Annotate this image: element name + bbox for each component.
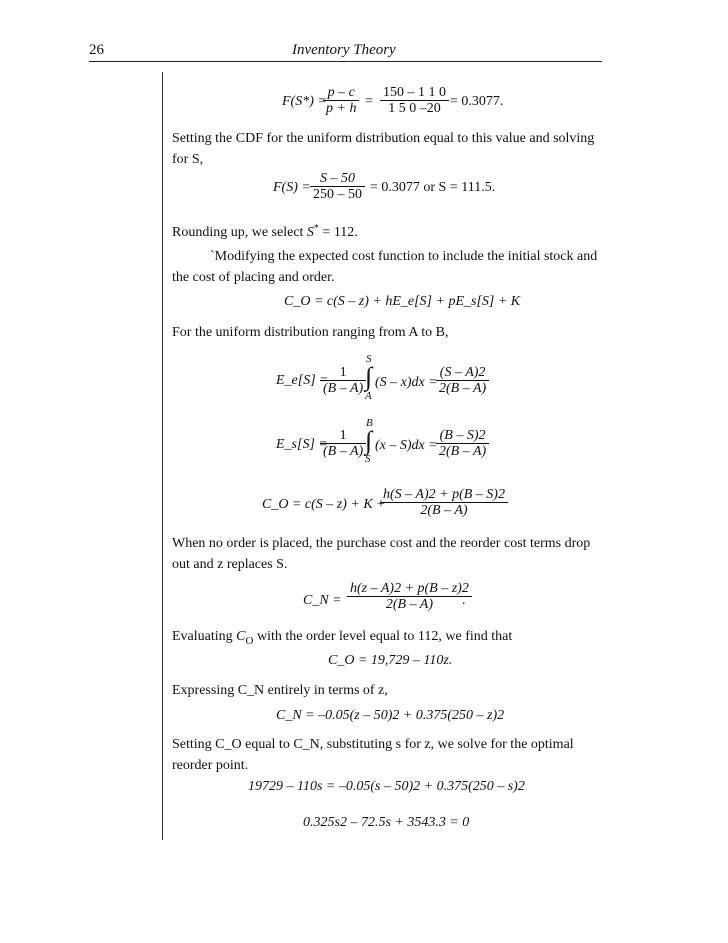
eq5-den: (B – A) bbox=[320, 443, 366, 460]
eq5-rnum: (B – S)2 bbox=[439, 428, 486, 443]
paragraph-1: Setting the CDF for the uniform distribution equal to this value and solving for S, bbox=[172, 131, 595, 167]
paragraph-7: Expressing C_N entirely in terms of z, bbox=[172, 683, 388, 698]
eq1-result: = 0.3077. bbox=[450, 94, 504, 109]
eq5-rden: 2(B – A) bbox=[436, 443, 489, 460]
eq2-lhs: F(S) = bbox=[273, 180, 311, 195]
eq4-num: 1 bbox=[339, 365, 347, 380]
eq5-lhs: E_s[S] = bbox=[276, 437, 328, 452]
equation-10: 19729 – 110s = –0.05(s – 50)2 + 0.375(250 – s)2 bbox=[248, 779, 525, 794]
eq7-num: h(z – A)2 + p(B – z)2 bbox=[350, 581, 469, 596]
eq4-integrand: (S – x)dx = bbox=[375, 375, 438, 390]
eq2-num: S – 50 bbox=[320, 171, 355, 186]
eq1-frac1 bbox=[323, 85, 359, 117]
eq2-den: 250 – 50 bbox=[310, 186, 365, 203]
paragraph-3: `Modifying the expected cost function to include the initial stock and the cost of placing and order. bbox=[172, 249, 598, 285]
paragraph-8: Setting C_O equal to C_N, substituting s for z, we solve for the optimal reorder point. bbox=[172, 737, 574, 773]
equation-11: 0.325s2 – 72.5s + 3543.3 = 0 bbox=[303, 815, 470, 830]
eq1-num2: 150 – 1 1 0 bbox=[383, 85, 446, 100]
eq4-rfrac bbox=[436, 365, 489, 397]
page-number: 26 bbox=[89, 42, 104, 58]
eq4-upper-limit: S bbox=[366, 353, 372, 365]
equation-9: C_N = –0.05(z – 50)2 + 0.375(250 – z)2 bbox=[276, 708, 505, 723]
eq1-equals: = bbox=[365, 94, 373, 109]
paragraph-4: For the uniform distribution ranging from A to B, bbox=[172, 325, 449, 340]
running-title: Inventory Theory bbox=[292, 42, 396, 58]
eq4-rnum: (S – A)2 bbox=[439, 365, 486, 380]
eq7-lhs: C_N = bbox=[303, 593, 342, 608]
eq5-upper-limit: B bbox=[366, 417, 373, 429]
eq4-frac bbox=[320, 365, 366, 397]
eq2-result: = 0.3077 or S = 111.5. bbox=[370, 180, 496, 195]
equation-8: C_O = 19,729 – 110z. bbox=[328, 653, 453, 668]
p6-suffix: with the order level equal to 112, we find that bbox=[256, 629, 513, 644]
eq1-den2: 1 5 0 –20 bbox=[380, 100, 449, 117]
eq4-lhs: E_e[S] = bbox=[276, 373, 329, 388]
equation-3: C_O = c(S – z) + hE_e[S] + pE_s[S] + K bbox=[284, 294, 521, 309]
eq1-num1: p – c bbox=[327, 85, 355, 100]
eq5-integral-sign: ∫ bbox=[365, 426, 373, 455]
eq7-end: . bbox=[462, 593, 466, 608]
p2-prefix: Rounding up, we select bbox=[172, 225, 304, 240]
eq5-num: 1 bbox=[339, 428, 347, 443]
paragraph-2: Rounding up, we select S* = 112. bbox=[172, 223, 358, 240]
eq4-lower-limit: A bbox=[365, 390, 372, 402]
eq1-den1: p + h bbox=[323, 100, 359, 117]
eq1-frac2 bbox=[380, 85, 449, 117]
eq5-integrand: (x – S)dx = bbox=[375, 438, 438, 453]
eq6-num: h(S – A)2 + p(B – S)2 bbox=[383, 487, 505, 502]
paragraph-6: Evaluating $C_O$ with the order level equal to 112, we find that bbox=[172, 629, 513, 647]
eq5-lower-limit: S bbox=[365, 453, 371, 465]
eq4-rden: 2(B – A) bbox=[436, 380, 489, 397]
eq6-den: 2(B – A) bbox=[380, 502, 508, 519]
margin-rule bbox=[162, 72, 163, 840]
paragraph-5: When no order is placed, the purchase cost and the reorder cost terms drop out and z replaces S. bbox=[172, 536, 591, 572]
header-rule bbox=[89, 61, 602, 62]
eq5-rfrac bbox=[436, 428, 489, 460]
eq5-frac bbox=[320, 428, 366, 460]
eq6-frac bbox=[380, 487, 508, 519]
eq6-lhs: C_O = c(S – z) + K + bbox=[262, 497, 386, 512]
p6-prefix: Evaluating bbox=[172, 629, 233, 644]
eq7-frac bbox=[347, 581, 472, 613]
eq4-den: (B – A) bbox=[320, 380, 366, 397]
eq2-frac bbox=[310, 171, 365, 203]
p2-value: = 112. bbox=[322, 225, 358, 240]
eq7-den: 2(B – A) bbox=[347, 596, 472, 613]
eq4-integral-sign: ∫ bbox=[365, 362, 373, 391]
eq1-lhs: F(S*) = bbox=[282, 94, 327, 109]
